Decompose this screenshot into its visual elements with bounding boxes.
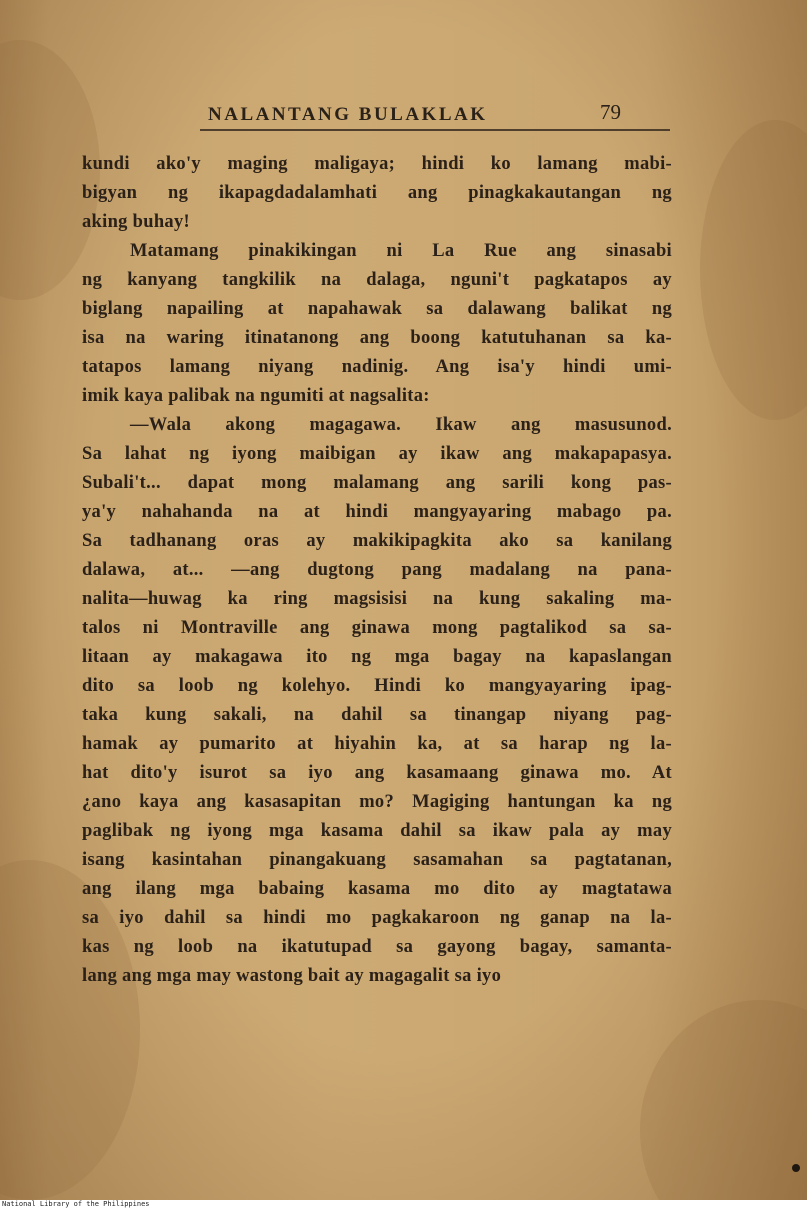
text-line: dalawa, at... —ang dugtong pang madalang na pana- [82, 560, 672, 580]
text-line: Sa lahat ng iyong maibigan ay ikaw ang makapapasya. [82, 444, 672, 464]
text-line: paglibak ng iyong mga kasama dahil sa ikaw pala ay may [82, 821, 672, 841]
text-line: ng kanyang tangkilik na dalaga, nguni't pagkatapos ay [82, 270, 672, 290]
text-line: —Wala akong magagawa. Ikaw ang masusunod. [130, 415, 672, 435]
text-line: ya'y nahahanda na at hindi mangyayaring mabago pa. [82, 502, 672, 522]
ink-speck [792, 1164, 800, 1172]
text-line: dito sa loob ng kolehyo. Hindi ko mangyayaring ipag- [82, 676, 672, 696]
text-line: ang ilang mga babaing kasama mo dito ay magtatawa [82, 879, 672, 899]
text-line: litaan ay makagawa ito ng mga bagay na kapaslangan [82, 647, 672, 667]
text-line: talos ni Montraville ang ginawa mong pagtalikod sa sa- [82, 618, 672, 638]
page-stain [700, 120, 807, 420]
text-line: taka kung sakali, na dahil sa tinangap niyang pag- [82, 705, 672, 725]
text-line: sa iyo dahil sa hindi mo pagkakaroon ng ganap na la- [82, 908, 672, 928]
page-stain [640, 1000, 807, 1200]
running-title: NALANTANG BULAKLAK [208, 104, 488, 125]
text-line: bigyan ng ikapagdadalamhati ang pinagkakautangan ng [82, 183, 672, 203]
text-line: ¿ano kaya ang kasasapitan mo? Magiging hantungan ka ng [82, 792, 672, 812]
page-number: 79 [600, 100, 621, 124]
text-line: aking buhay! [82, 212, 190, 232]
text-line: hamak ay pumarito at hiyahin ka, at sa harap ng la- [82, 734, 672, 754]
text-line: kas ng loob na ikatutupad sa gayong bagay, samanta- [82, 937, 672, 957]
library-credit: National Library of the Philippines [2, 1200, 150, 1208]
body-text [82, 150, 672, 991]
text-line: biglang napailing at napahawak sa dalawang balikat ng [82, 299, 672, 319]
text-line: lang ang mga may wastong bait ay magagalit sa iyo [82, 966, 502, 986]
text-line: tatapos lamang niyang nadinig. Ang isa'y hindi umi- [82, 357, 672, 377]
text-line: kundi ako'y maging maligaya; hindi ko lamang mabi- [82, 154, 672, 174]
text-line: isa na waring itinatanong ang boong katutuhanan sa ka- [82, 328, 672, 348]
text-line: Matamang pinakikingan ni La Rue ang sinasabi [130, 241, 672, 261]
text-line: isang kasintahan pinangakuang sasamahan sa pagtatanan, [82, 850, 672, 870]
text-line: hat dito'y isurot sa iyo ang kasamaang ginawa mo. At [82, 763, 672, 783]
page-header [200, 100, 660, 136]
header-rule [200, 129, 670, 131]
text-line: nalita—huwag ka ring magsisisi na kung sakaling ma- [82, 589, 672, 609]
text-line: Sa tadhanang oras ay makikipagkita ako sa kanilang [82, 531, 672, 551]
text-line: Subali't... dapat mong malamang ang sarili kong pas- [82, 473, 672, 493]
text-line: imik kaya palibak na ngumiti at nagsalita: [82, 386, 430, 406]
